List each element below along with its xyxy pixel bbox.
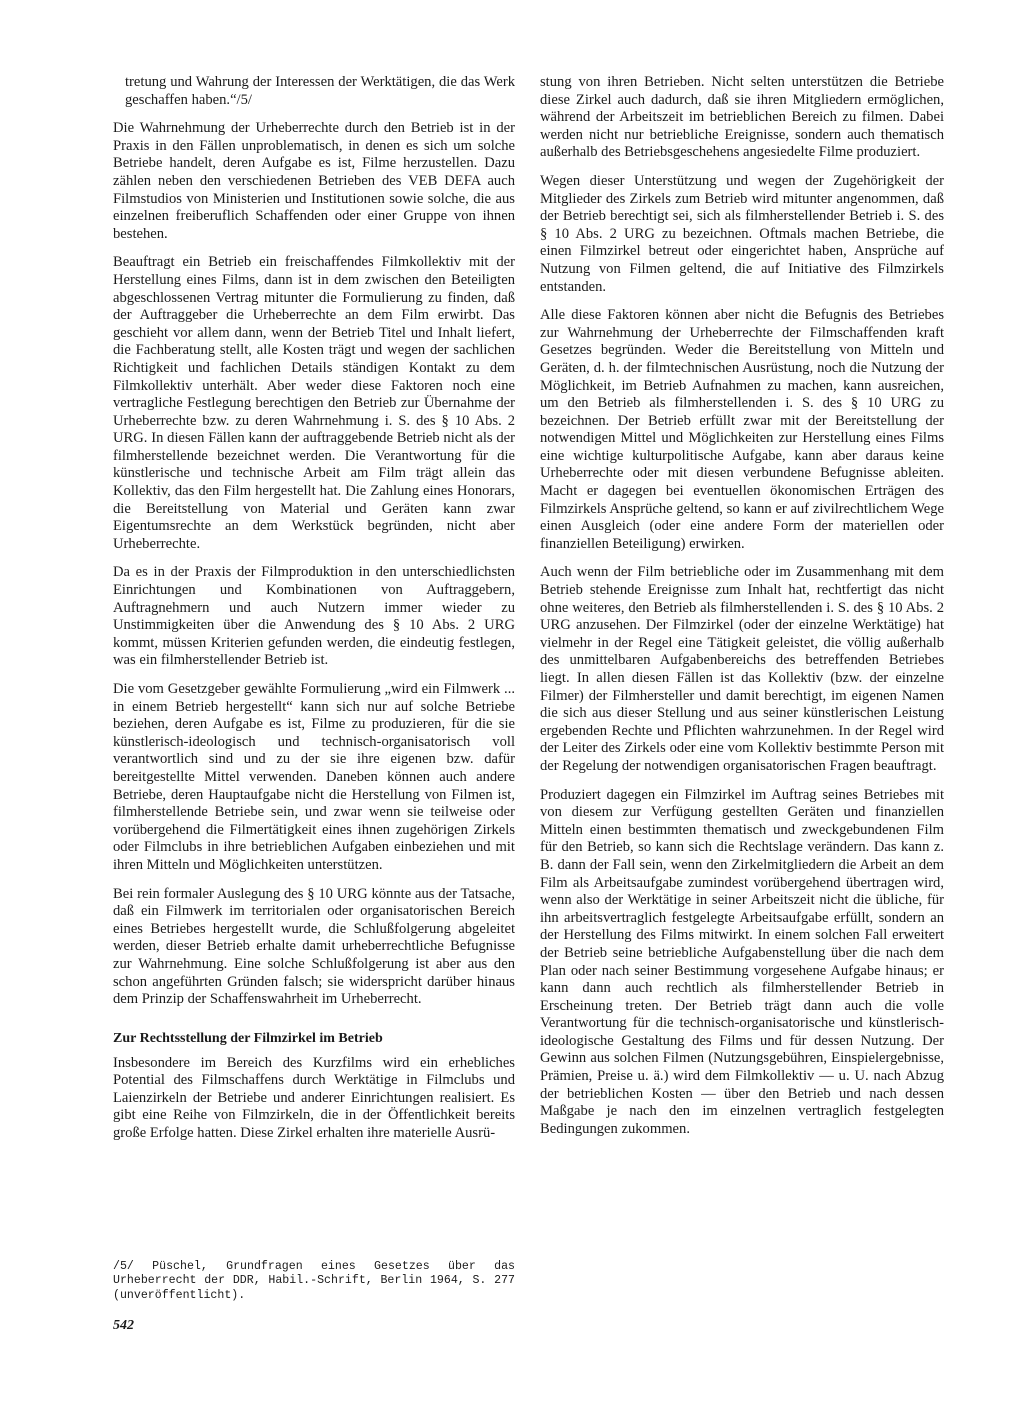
paragraph: Wegen dieser Unterstützung und wegen der Zugehörigkeit der Mitglieder des Zirkels zum Betrieb wird mitunter angenommen, daß der Betrieb berechtigt sei, sich als filmherstellender Betrieb i. S. des § 10 Abs. 2 URG zu bezeichnen. Oftmals machen Betriebe, die einen Filmzirkel betreut oder eingerichtet haben, Ansprüche auf Nutzung von Filmen geltend, die auf Initiative des Filmzirkels entstanden. [540,172,944,295]
page-number: 542 [113,1318,134,1333]
paragraph: stung von ihren Betrieben. Nicht selten unterstützen die Betriebe diese Zirkel auch dadurch, daß sie ihren Mitgliedern ermöglichen, während der Arbeitszeit im betrieblichen Bereich zu filmen. Dabei werden nicht nur betriebliche Ereignisse, sondern auch thematisch außerhalb des Betriebsgeschehens angesiedelte Filme produziert. [540,74,944,161]
paragraph: Die vom Gesetzgeber gewählte Formulierung „wird ein Filmwerk ... in einem Betrieb hergestellt“ kann sich nur auf solche Betriebe beziehen, deren Aufgabe es ist, Filme zu produzieren, für die sie künstlerisch-ideologisch und technisch-organisatorisch voll verantwortlich sind und zu der sie ihre eigenen bzw. dafür bereitgestellte Mittel verwenden. Daneben können auch andere Betriebe, deren Hauptaufgabe nicht die Herstellung von Filmen ist, filmherstellende Betriebe sein, und zwar wenn sie teilweise oder vorübergehend die Filmertätigkeit eines ihnen zugehörigen Zirkels oder Filmclubs in ihre betrieblichen Aufgaben einbeziehen und mit ihren Mitteln und Möglichkeiten unterstützen. [113,681,515,873]
paragraph: Alle diese Faktoren können aber nicht die Befugnis des Betriebes zur Wahrnehmung der Urheberrechte der Filmschaffenden kraft Gesetzes begründen. Weder die Bereitstellung von Mitteln und Geräten, d. h. der filmtechnischen Ausrüstung, noch die Nutzung der Möglichkeit, im Betrieb Aufnahmen zu machen, kann ausreichen, um den Betrieb als filmherstellenden i. S. des § 10 URG zu bezeichnen. Der Betrieb erfüllt zwar mit der Bereitstellung der notwendigen Mittel und Möglichkeiten zur Herstellung eines Films eine wichtige kulturpolitische Aufgabe, kann aber daraus keine Urheberrechte oder mit diesen verbundene Befugnisse ableiten. Macht er dagegen bei eventuellen ökonomischen Erträgen des Filmzirkels Ansprüche geltend, so kann er auf zivilrechtlichem Wege einen Ausgleich (oder eine andere Form der materiellen oder finanziellen Beteiligung) erwirken. [540,307,944,552]
footnote: /5/ Püschel, Grundfragen eines Gesetzes über das Urheberrecht der DDR, Habil.-Schrift, Berlin 1964, S. 277 (unveröffentlicht). [113,1260,515,1302]
paragraph: Die Wahrnehmung der Urheberrechte durch den Betrieb ist in der Praxis in den Fällen unproblematisch, in denen es sich um solche Betriebe handelt, deren Aufgabe es ist, Filme herzustellen. Dazu zählen neben den verschiedenen Betrieben des VEB DEFA auch Filmstudios von Ministerien und Institutionen sowie solche, die aus einzelnen freiberuflich Schaffenden oder einer Gruppe von ihnen bestehen. [113,120,515,242]
paragraph: Produziert dagegen ein Filmzirkel im Auftrag seines Betriebes mit von diesem zur Verfügung gestellten Geräten und finanziellen Mitteln einen bestimmten thematisch und zweckgebundenen Film für den Betrieb, so kann sich die Rechtslage verändern. Das kann z. B. dann der Fall sein, wenn den Zirkelmitgliedern die Arbeit an dem Film als Arbeitsaufgabe zumindest vorübergehend übertragen wird, wenn also der Werktätige in seiner Arbeitszeit nicht die übliche, für ihn arbeitsvertraglich festgelegte Arbeitsaufgabe erfüllt, sondern an der Herstellung des Films mitwirkt. In einem solchen Fall erweitert der Betrieb seine betriebliche Aufgabenstellung über die nach dem Plan oder nach seiner Bestimmung vorgesehene Aufgabe hinaus; er kann dann auch rechtlich als filmherstellender Betrieb in Erscheinung treten. Der Betrieb trägt dann auch die volle Verantwortung für die technisch-organisatorische und künstlerisch-ideologische Gestaltung des Films und für dessen Nutzung. Der Gewinn aus solchen Filmen (Nutzungsgebühren, Einspielergebnisse, Prämien, Preise u. ä.) wird dem Filmkollektiv — u. U. nach Abzug der betrieblichen Kosten — über den Betrieb und nach dessen Maßgabe je nach den im einzelnen vertraglich festgelegten Bedingungen zukommen. [540,786,944,1137]
paragraph: Bei rein formaler Auslegung des § 10 URG könnte aus der Tatsache, daß ein Filmwerk im territorialen oder organisatorischen Bereich eines Betriebes hergestellt wurde, die Schlußfolgerung abgeleitet werden, dieser Betrieb erhalte damit urheberrechtliche Befugnisse zur Wahrnehmung. Eine solche Schlußfolgerung ist aber aus den schon angeführten Gründen falsch; sie widerspricht darüber hinaus dem Prinzip der Schaffenswahrheit im Urheberrecht. [113,885,515,1008]
paragraph: Insbesondere im Bereich des Kurzfilms wird ein erhebliches Potential des Filmschaffens durch Werktätige in Filmclubs und Laienzirkeln der Betriebe und anderer Einrichtungen realisiert. Es gibt eine Reihe von Filmzirkeln, die in der Öffentlichkeit bereits große Erfolge hatten. Diese Zirkel erhalten ihre materielle Ausrü- [113,1054,515,1142]
section-heading: Zur Rechtsstellung der Filmzirkel im Betrieb [113,1030,383,1046]
paragraph: Beauftragt ein Betrieb ein freischaffendes Filmkollektiv mit der Herstellung eines Films, dann ist in dem zwischen den Beteiligten abgeschlossenen Vertrag mitunter die Formulierung zu finden, daß der Auftraggeber die Urheberrechte an dem Film erwirbt. Das geschieht vor allem dann, wenn der Betrieb Titel und Inhalt liefert, die Fachberatung stellt, alle Kosten trägt und wegen der sachlichen Richtigkeit und fachlichen Details ständigen Kontakt zu dem Filmkollektiv unterhält. Aber weder diese Faktoren noch eine vertragliche Festlegung berechtigen den Betrieb zur Übernahme der Urheberrechte bzw. zu deren Wahrnehmung i. S. des § 10 Abs. 2 URG. In diesen Fällen kann der auftraggebende Betrieb nicht als der filmherstellende bezeichnet werden. Die Verantwortung für die künstlerische und technische Arbeit am Film trägt allein das Kollektiv, das den Film hergestellt hat. Die Zahlung eines Honorars, die Bereitstellung von Material und Geräten kann zwar Eigentumsrechte an dem Werkstück begründen, nicht aber Urheberrechte. [113,254,515,552]
paragraph: tretung und Wahrung der Interessen der Werktätigen, die das Werk geschaffen haben.“/5/ [125,74,515,108]
right-column [540,74,944,1149]
left-column [113,74,515,1154]
paragraph: Auch wenn der Film betriebliche oder im Zusammenhang mit dem Betrieb stehende Ereignisse zum Inhalt hat, rechtfertigt das nicht ohne weiteres, den Betrieb als filmherstellenden i. S. des § 10 Abs. 2 URG anzusehen. Der Filmzirkel (oder der einzelne Werktätige) hat vielmehr in der Regel eine Tätigkeit geleistet, die völlig außerhalb des unmittelbaren Aufgabenbereichs des betreffenden Betriebes liegt. In allen diesen Fällen ist das Kollektiv (bzw. der einzelne Filmer) der Filmhersteller und damit berechtigt, im eigenen Namen die sich aus dieser Stellung und aus seiner künstlerischen Leistung ergebenden Rechte und Pflichten wahrzunehmen. In der Regel wird der Leiter des Zirkels oder eine vom Kollektiv bestimmte Person mit der Regelung der notwendigen organisatorischen Fragen beauftragt. [540,564,944,774]
paragraph: Da es in der Praxis der Filmproduktion in den unterschiedlichsten Einrichtungen und Kombinationen von Auftraggebern, Auftragnehmern und auch Nutzern immer wieder zu Unstimmigkeiten über die Anwendung des § 10 Abs. 2 URG kommt, müssen Kriterien gefunden werden, die eindeutig festlegen, was ein filmherstellender Betrieb ist. [113,564,515,669]
